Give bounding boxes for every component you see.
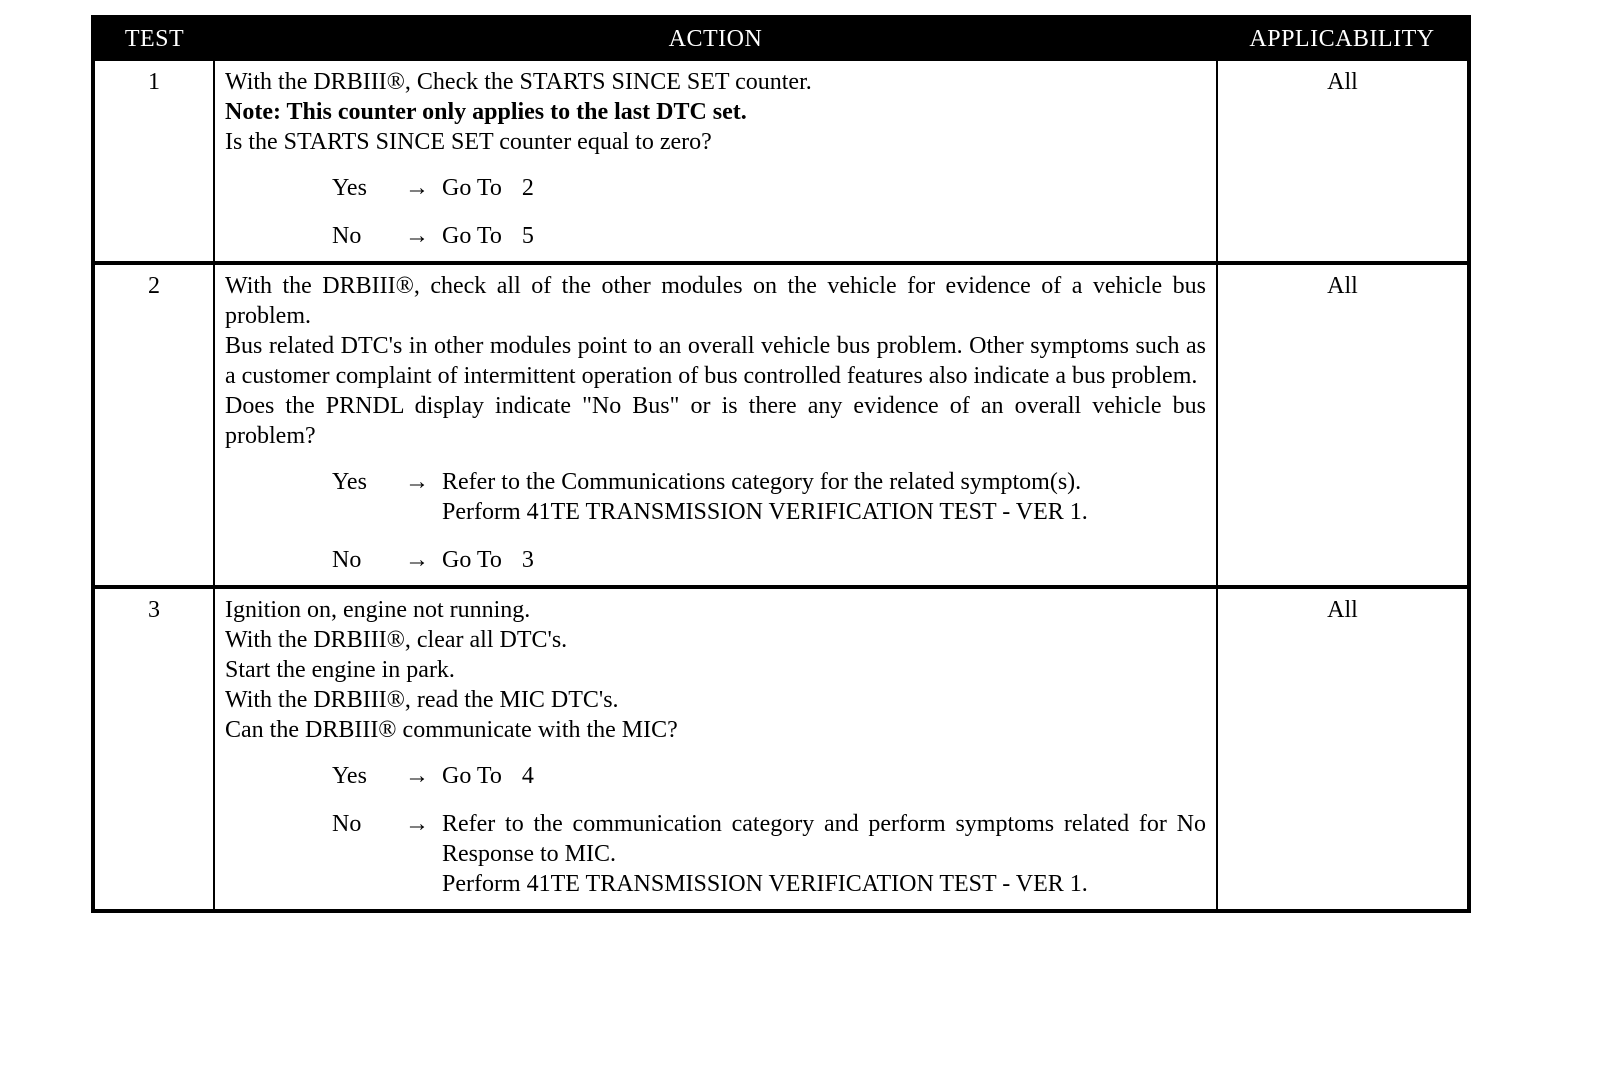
branch-instruction: Perform 41TE TRANSMISSION VERIFICATION TEST - VER 1. (442, 499, 1088, 525)
branch-target (442, 545, 1206, 575)
action-question: Does the PRNDL display indicate "No Bus" or is there any evidence of an overall vehicle bus problem? (225, 393, 1206, 449)
goto-number: 3 (521, 547, 534, 573)
branch-key: No (332, 811, 362, 837)
branch-yes (332, 467, 1206, 527)
test-number: 1 (93, 60, 214, 263)
test-number: 3 (93, 587, 214, 911)
header-test: TEST (93, 17, 214, 60)
branch-no (332, 545, 1206, 575)
goto-label: Go To (442, 223, 502, 249)
action-line: With the DRBIII®, clear all DTC's. (225, 627, 568, 653)
goto-label: Go To (442, 175, 502, 201)
table-row (93, 263, 1469, 587)
branch-yes (332, 173, 1206, 203)
action-cell (214, 587, 1217, 911)
applicability-value: All (1217, 60, 1469, 263)
action-line: Bus related DTC's in other modules point to an overall vehicle bus problem. Other symptoms such as a customer complaint of intermittent operation of bus controlled features also indicate a bus problem. (225, 333, 1206, 389)
header-applicability: APPLICABILITY (1217, 17, 1469, 60)
table-header-row (93, 17, 1469, 60)
goto-number: 2 (521, 175, 534, 201)
branch-list (225, 761, 1206, 899)
branch-key: Yes (332, 175, 367, 201)
action-cell (214, 263, 1217, 587)
branch-no (332, 221, 1206, 251)
header-action: ACTION (214, 17, 1217, 60)
applicability-value: All (1217, 587, 1469, 911)
branch-key: Yes (332, 763, 367, 789)
action-line: With the DRBIII®, check all of the other modules on the vehicle for evidence of a vehicle bus problem. (225, 273, 1206, 329)
table-row (93, 60, 1469, 263)
branch-target (442, 173, 1206, 203)
branch-yes (332, 761, 1206, 791)
goto-number: 4 (521, 763, 534, 789)
action-question: Is the STARTS SINCE SET counter equal to zero? (225, 129, 712, 155)
branch-target (442, 467, 1206, 527)
branch-target (442, 761, 1206, 791)
arrow-right-icon: → (405, 547, 429, 573)
branch-no (332, 809, 1206, 899)
branch-instruction: Refer to the communication category and perform symptoms related for No Response to MIC. (442, 811, 1206, 867)
branch-instruction: Refer to the Communications category for the related symptom(s). (442, 469, 1082, 495)
goto-label: Go To (442, 763, 502, 789)
arrow-right-icon: → (405, 469, 429, 495)
goto-number: 5 (521, 223, 534, 249)
action-line: Ignition on, engine not running. (225, 597, 531, 623)
diagnostic-procedure-sheet (91, 15, 1467, 913)
diagnostic-test-table (91, 15, 1471, 913)
arrow-right-icon: → (405, 811, 429, 837)
action-question: Can the DRBIII® communicate with the MIC? (225, 717, 678, 743)
arrow-right-icon: → (405, 223, 429, 249)
arrow-right-icon: → (405, 175, 429, 201)
action-line: With the DRBIII®, Check the STARTS SINCE SET counter. (225, 69, 812, 95)
branch-target (442, 221, 1206, 251)
action-line: With the DRBIII®, read the MIC DTC's. (225, 687, 619, 713)
table-row (93, 587, 1469, 911)
branch-list (225, 467, 1206, 575)
branch-key: No (332, 547, 362, 573)
branch-key: No (332, 223, 362, 249)
test-number: 2 (93, 263, 214, 587)
goto-label: Go To (442, 547, 502, 573)
action-cell (214, 60, 1217, 263)
note-line: Note: This counter only applies to the last DTC set. (225, 99, 747, 125)
branch-list (225, 173, 1206, 251)
arrow-right-icon: → (405, 763, 429, 789)
applicability-value: All (1217, 263, 1469, 587)
branch-instruction: Perform 41TE TRANSMISSION VERIFICATION TEST - VER 1. (442, 871, 1088, 897)
branch-target (442, 809, 1206, 899)
action-line: Start the engine in park. (225, 657, 455, 683)
branch-key: Yes (332, 469, 367, 495)
